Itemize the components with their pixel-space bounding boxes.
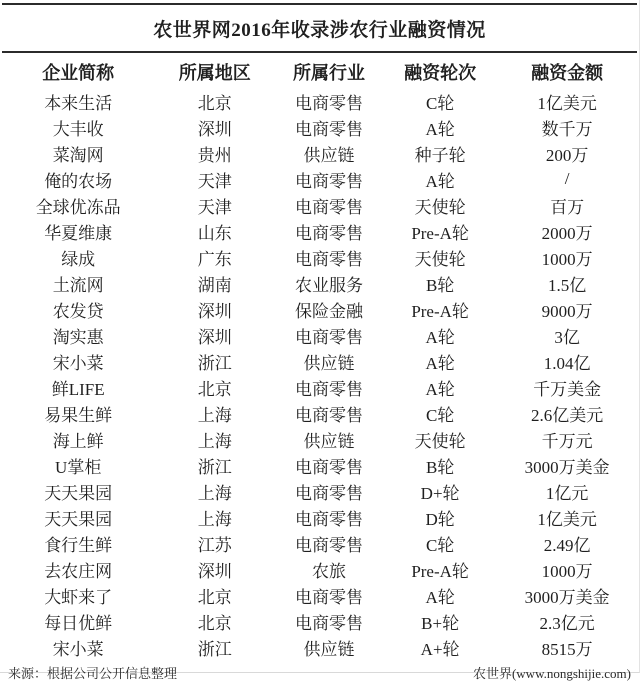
cell-round: 天使轮 (414, 249, 466, 269)
cell-amount: 9000万 (541, 301, 593, 321)
table-row (2, 452, 637, 478)
cell-industry: 电商零售 (295, 405, 363, 425)
cell-company: 鲜LIFE (51, 379, 105, 399)
cell-industry: 电商零售 (295, 483, 363, 503)
table-row (2, 218, 637, 244)
cell-company: 全球优冻品 (35, 197, 121, 217)
cell-round: B轮 (425, 457, 455, 477)
table-row (2, 608, 637, 634)
cell-round: D+轮 (420, 483, 460, 503)
cell-company: 淘实惠 (52, 327, 104, 347)
table-row (2, 400, 637, 426)
cell-round: A轮 (425, 327, 455, 347)
cell-round: 种子轮 (414, 145, 466, 165)
cell-industry: 电商零售 (295, 327, 363, 347)
cell-industry: 电商零售 (295, 249, 363, 269)
cell-round: Pre-A轮 (411, 301, 469, 321)
cell-company: 天天果园 (44, 509, 113, 529)
table-row (2, 244, 637, 270)
cell-industry: 供应链 (303, 353, 355, 373)
cell-company: 宋小菜 (52, 353, 104, 373)
column-header-region: 所属地区 (178, 63, 251, 83)
cell-industry: 供应链 (303, 145, 355, 165)
cell-company: U掌柜 (55, 457, 102, 477)
cell-company: 本来生活 (44, 93, 113, 113)
cell-industry: 电商零售 (295, 379, 363, 399)
cell-company: 土流网 (52, 275, 104, 295)
cell-round: C轮 (425, 93, 455, 113)
column-header-amount: 融资金额 (531, 63, 604, 83)
cell-industry: 电商零售 (295, 119, 363, 139)
cell-round: B+轮 (421, 613, 460, 633)
cell-company: 大丰收 (52, 119, 104, 139)
cell-region: 天津 (197, 171, 232, 191)
cell-region: 贵州 (197, 145, 232, 165)
cell-round: A+轮 (420, 639, 460, 659)
cell-company: 绿成 (61, 249, 96, 269)
cell-company: 大虾来了 (44, 587, 113, 607)
cell-amount: 百万 (550, 197, 585, 217)
cell-region: 深圳 (197, 327, 232, 347)
cell-amount: 2.6亿美元 (531, 405, 604, 425)
cell-company: 农发贷 (52, 301, 104, 321)
cell-region: 浙江 (197, 353, 232, 373)
cell-region: 上海 (197, 405, 232, 425)
cell-industry: 电商零售 (295, 535, 363, 555)
cell-region: 上海 (197, 509, 232, 529)
cell-company: 海上鲜 (52, 431, 104, 451)
cell-round: 天使轮 (414, 431, 466, 451)
table-row (2, 634, 637, 660)
cell-region: 深圳 (197, 561, 232, 581)
table-footer (2, 660, 637, 682)
cell-round: A轮 (425, 587, 455, 607)
table-row (2, 322, 637, 348)
cell-amount: 千万元 (541, 431, 593, 451)
cell-industry: 电商零售 (295, 93, 363, 113)
cell-amount: 8515万 (541, 639, 593, 659)
cell-amount: 1亿美元 (537, 509, 597, 529)
cell-amount: 2.49亿 (543, 535, 591, 555)
table-row (2, 192, 637, 218)
cell-region: 上海 (197, 483, 232, 503)
cell-round: C轮 (425, 405, 455, 425)
cell-amount: 3亿 (554, 327, 580, 347)
table-row (2, 166, 637, 192)
cell-industry: 保险金融 (295, 301, 363, 321)
cell-amount: 1000万 (541, 561, 593, 581)
cell-region: 山东 (197, 223, 232, 243)
cell-region: 深圳 (197, 119, 232, 139)
page-title: 农世界网2016年收录涉农行业融资情况 (153, 20, 486, 41)
table-row (2, 504, 637, 530)
cell-industry: 供应链 (303, 639, 355, 659)
table-row (2, 426, 637, 452)
table-row (2, 530, 637, 556)
cell-company: 去农庄网 (44, 561, 113, 581)
cell-industry: 供应链 (303, 431, 355, 451)
cell-region: 浙江 (197, 457, 232, 477)
cell-region: 北京 (197, 379, 232, 399)
cell-industry: 农旅 (312, 561, 346, 581)
cell-industry: 农业服务 (295, 275, 363, 295)
cell-region: 北京 (197, 93, 232, 113)
table-row (2, 140, 637, 166)
cell-amount: 3000万美金 (524, 587, 610, 607)
cell-amount: / (564, 169, 570, 188)
cell-round: 天使轮 (414, 197, 466, 217)
table-row (2, 114, 637, 140)
cell-region: 湖南 (197, 275, 232, 295)
cell-round: A轮 (425, 171, 455, 191)
cell-region: 江苏 (197, 535, 232, 555)
cell-amount: 2000万 (541, 223, 593, 243)
financing-table (2, 53, 637, 660)
cell-company: 华夏维康 (44, 223, 113, 243)
cell-amount: 200万 (545, 145, 589, 165)
cell-round: B轮 (425, 275, 455, 295)
table-row (2, 88, 637, 114)
site-credit: 农世界(www.nongshijie.com) (472, 666, 631, 681)
cell-region: 北京 (197, 587, 232, 607)
cell-company: 俺的农场 (44, 171, 113, 191)
cell-region: 天津 (197, 197, 232, 217)
cell-industry: 电商零售 (295, 613, 363, 633)
cell-round: A轮 (425, 119, 455, 139)
cell-region: 广东 (197, 249, 232, 269)
cell-round: Pre-A轮 (411, 561, 469, 581)
cell-amount: 数千万 (541, 119, 593, 139)
header-row (2, 53, 637, 88)
cell-company: 易果生鲜 (44, 405, 113, 425)
cell-industry: 电商零售 (295, 223, 363, 243)
cell-amount: 3000万美金 (524, 457, 610, 477)
cell-round: D轮 (425, 509, 455, 529)
cell-industry: 电商零售 (295, 171, 363, 191)
cell-round: A轮 (425, 353, 455, 373)
table-row (2, 478, 637, 504)
cell-region: 深圳 (197, 301, 232, 321)
cell-industry: 电商零售 (295, 197, 363, 217)
cell-company: 菜淘网 (52, 145, 104, 165)
table-row (2, 348, 637, 374)
cell-amount: 千万美金 (533, 379, 602, 399)
source-note: 来源：根据公司公开信息整理 (8, 666, 178, 681)
cell-company: 食行生鲜 (44, 535, 113, 555)
cell-industry: 电商零售 (295, 587, 363, 607)
cell-industry: 电商零售 (295, 457, 363, 477)
cell-amount: 1.04亿 (543, 353, 591, 373)
table-row (2, 374, 637, 400)
column-header-industry: 所属行业 (293, 63, 365, 83)
cell-company: 宋小菜 (52, 639, 104, 659)
cell-region: 北京 (197, 613, 232, 633)
cell-round: C轮 (425, 535, 455, 555)
table-row (2, 270, 637, 296)
table-row (2, 556, 637, 582)
cell-amount: 1000万 (541, 249, 593, 269)
cell-round: A轮 (425, 379, 455, 399)
cell-amount: 2.3亿元 (539, 613, 595, 633)
cell-region: 上海 (197, 431, 232, 451)
cell-company: 天天果园 (44, 483, 113, 503)
cell-amount: 1亿美元 (537, 93, 597, 113)
column-header-company: 企业简称 (42, 63, 115, 83)
cell-industry: 电商零售 (295, 509, 363, 529)
column-header-round: 融资轮次 (404, 63, 477, 83)
cell-amount: 1.5亿 (548, 275, 587, 295)
table-row (2, 582, 637, 608)
cell-amount: 1亿元 (545, 483, 589, 503)
cell-region: 浙江 (197, 639, 232, 659)
cell-company: 每日优鲜 (44, 613, 113, 633)
cell-round: Pre-A轮 (411, 223, 469, 243)
table-row (2, 296, 637, 322)
